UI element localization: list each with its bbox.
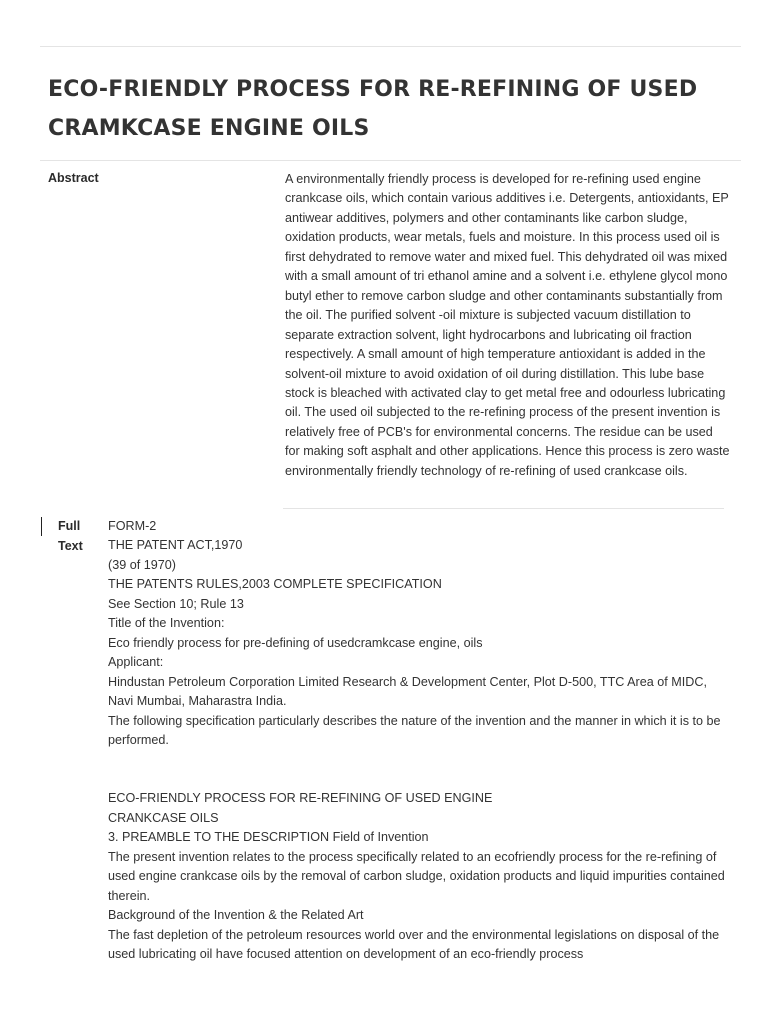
field-of-invention-text: The present invention relates to the process specifically related to an ecofriendly process for the re-refining of used engine crankcase oils by the removal of carbon sludge, oxidation products and liquid impurities contained therein. xyxy=(108,849,725,903)
full-text-label xyxy=(58,517,98,556)
preamble-heading: 3. PREAMBLE TO THE DESCRIPTION Field of Invention xyxy=(108,830,429,845)
full-text-label-line1: Full xyxy=(58,519,81,533)
text-cursor xyxy=(41,517,42,536)
patent-rules: THE PATENTS RULES,2003 COMPLETE SPECIFICATION xyxy=(108,577,442,592)
abstract-label: Abstract xyxy=(48,171,99,185)
top-divider xyxy=(40,46,741,47)
invention-title: Eco friendly process for pre-defining of usedcramkcase engine, oils xyxy=(108,635,483,650)
spec-heading-line2: CRANKCASE OILS xyxy=(108,810,219,825)
abstract-text: A environmentally friendly process is developed for re-refining used engine crankcase oils, which contain various additives i.e. Detergents, antioxidants, EP antiwear additives, polymers and other contaminants like carbon sludge, oxidation products, wear metals, fuels and moisture. In this process used oil is first dehydrated to remove water and mixed fuel. This dehydrated oil was mixed with a small amount of tri ethanol amine and a solvent i.e. ethylene glycol mono butyl ether to remove carbon sludge and other contaminants substantially from the oil. The purified solvent -oil mixture is subjected vacuum distillation to separate extraction solvent, light hydrocarbons and lubricating oil fraction respectively. A small amount of high temperature antioxidant is added in the solvent-oil mixture to avoid oxidation of oil during distillation. This lube base stock is bleached with activated clay to get metal free and odourless lubricating oil. The used oil subjected to the re-refining process of the present invention is relatively free of PCB's for environmental concerns. The residue can be used for making soft asphalt and other applications. Hence this process is zero waste environmentally friendly technology of re-refining of used crankcase oils. xyxy=(285,172,730,478)
patent-act: THE PATENT ACT,1970 xyxy=(108,538,243,553)
specification-statement: The following specification particularly describes the nature of the invention and the manner in which it is to be performed. xyxy=(108,713,721,747)
full-text-body xyxy=(108,517,733,965)
background-heading: Background of the Invention & the Related Art xyxy=(108,908,364,923)
title-divider xyxy=(40,160,741,161)
spec-heading-line1: ECO-FRIENDLY PROCESS FOR RE-REFINING OF USED ENGINE xyxy=(108,791,493,806)
paragraph-gap xyxy=(108,750,733,789)
invention-title-label: Title of the Invention: xyxy=(108,616,225,631)
full-text-label-line2: Text xyxy=(58,538,83,553)
background-text: The fast depletion of the petroleum resources world over and the environmental legislations on disposal of the used lubricating oil have focused attention on development of an eco-friendly process xyxy=(108,927,720,962)
patent-act-number: (39 of 1970) xyxy=(108,557,176,572)
form-number: FORM-2 xyxy=(108,519,157,533)
applicant-details: Hindustan Petroleum Corporation Limited Research & Development Center, Plot D-500, TTC Area of MIDC, Navi Mumbai, Maharastra India. xyxy=(108,674,707,709)
applicant-label: Applicant: xyxy=(108,655,164,670)
abstract-divider xyxy=(283,508,724,509)
section-reference: See Section 10; Rule 13 xyxy=(108,596,244,611)
document-title: ECO-FRIENDLY PROCESS FOR RE-REFINING OF USED CRAMKCASE ENGINE OILS xyxy=(48,77,698,141)
